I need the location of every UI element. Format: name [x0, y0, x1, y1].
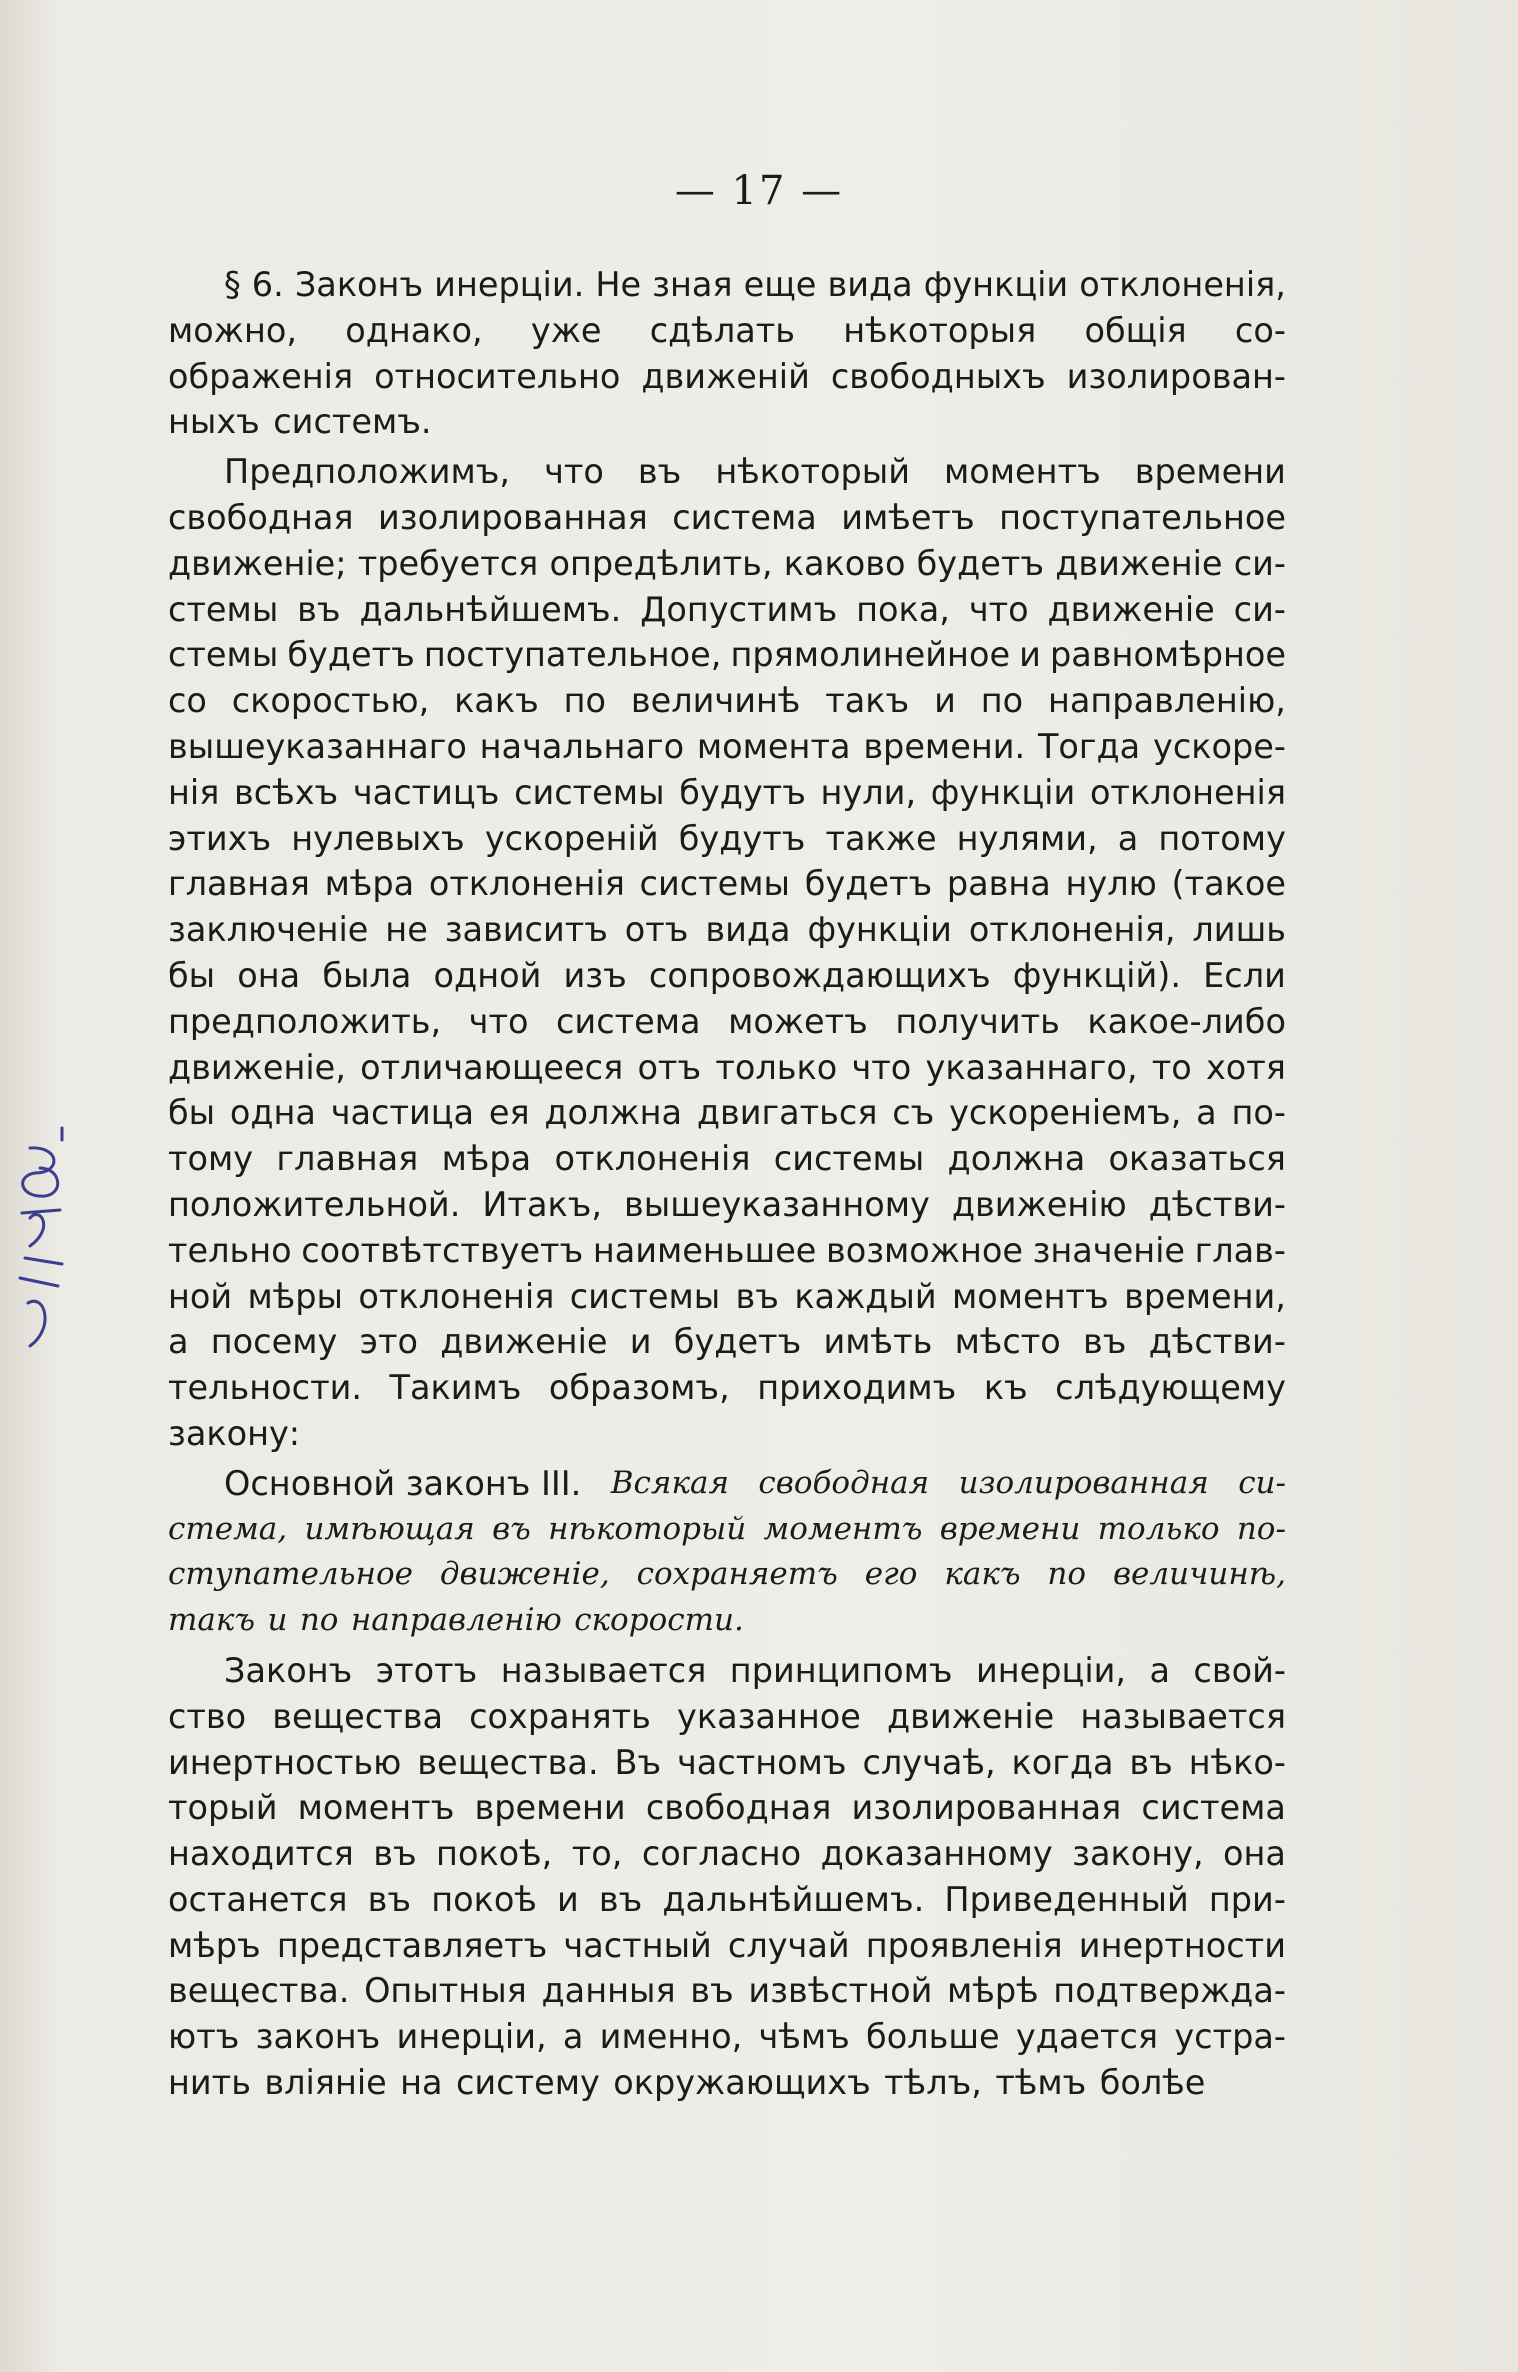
text-line: нія всѣхъ частицъ системы будутъ нули, функціи отклоненія [168, 772, 1286, 812]
text-line: со скоростью, какъ по величинѣ такъ и по направленію, [168, 681, 1286, 721]
law-label: Основной законъ III. [224, 1463, 582, 1503]
text-line: заключеніе не зависитъ отъ вида функціи отклоненія, лишь [168, 910, 1286, 950]
text-line: стемы въ дальнѣйшемъ. Допустимъ пока, что движеніе си- [168, 589, 1286, 629]
text-line: предположить, что система можетъ получить какое-либо [168, 1001, 1286, 1041]
text-line: тому главная мѣра отклоненія системы должна оказаться [168, 1139, 1286, 1179]
text-line: ной мѣры отклоненія системы въ каждый моментъ времени, [168, 1276, 1286, 1316]
paragraph-p1 [168, 262, 1286, 445]
text-line: тельно соотвѣтствуетъ наименьшее возможное значеніе глав- [168, 1230, 1286, 1270]
text-line: ступательное движеніе, сохраняетъ его какъ по величинѣ, [168, 1556, 1286, 1593]
text-line: этихъ нулевыхъ ускореній будутъ также нулями, а потому [168, 818, 1286, 858]
text-line: положительной. Итакъ, вышеуказанному движенію дѣстви- [168, 1184, 1286, 1224]
text-line: § 6. Законъ инерціи. Не зная еще вида функціи отклоненія, [224, 265, 1286, 304]
text-line: можно, однако, уже сдѣлать нѣкоторыя общія со- [168, 310, 1286, 350]
text-line: стемы будетъ поступательное, прямолинейное и равномѣрное [168, 635, 1286, 675]
text-line: торый моментъ времени свободная изолированная система [168, 1788, 1286, 1828]
text-line: главная мѣра отклоненія системы будетъ равна нулю (такое [168, 864, 1286, 904]
text-line: Предположимъ, что въ нѣкоторый моментъ времени [224, 452, 1286, 492]
text-line: такъ и по направленію скорости. [168, 1602, 744, 1639]
paragraph-law [168, 1461, 1286, 1644]
body-text [168, 262, 1286, 2110]
text-line: стема, имѣющая въ нѣкоторый моментъ времени только по- [168, 1510, 1286, 1547]
text-line: тельности. Такимъ образомъ, приходимъ къ слѣдующему [168, 1368, 1286, 1408]
text-line: нить вліяніе на систему окружающихъ тѣлъ, тѣмъ болѣе [168, 2063, 1206, 2103]
text-line: ныхъ системъ. [168, 402, 432, 442]
paragraph-p2 [168, 449, 1286, 1457]
page-number: — 17 — [674, 168, 844, 214]
text-line: движеніе; требуется опредѣлить, каково будетъ движеніе си- [168, 543, 1286, 583]
text-line: Законъ этотъ называется принципомъ инерціи, а свой- [224, 1650, 1286, 1690]
text-line: свободная изолированная система имѣетъ поступательное [168, 497, 1286, 537]
text-line: бы она была одной изъ сопровождающихъ функцій). Если [168, 955, 1286, 995]
text-line: движеніе, отличающееся отъ только что указаннаго, то хотя [168, 1047, 1286, 1087]
text-line: останется въ покоѣ и въ дальнѣйшемъ. Приведенный при- [168, 1879, 1286, 1919]
text-line: мѣръ представляетъ частный случай проявленія инертности [168, 1925, 1286, 1965]
paragraph-p3 [168, 1648, 1286, 2106]
text-line: а посему это движеніе и будетъ имѣть мѣсто въ дѣстви- [168, 1322, 1286, 1362]
text-line: вышеуказаннаго начальнаго момента времени. Тогда ускоре- [168, 726, 1286, 766]
handwritten-margin-note [0, 1118, 80, 1358]
text-line: закону: [168, 1413, 301, 1453]
text-line: находится въ покоѣ, то, согласно доказанному закону, она [168, 1834, 1286, 1874]
text-line: ство вещества сохранять указанное движеніе называется [168, 1696, 1286, 1736]
text-line: инертностью вещества. Въ частномъ случаѣ, когда въ нѣко- [168, 1742, 1286, 1782]
text-line: Основной законъ III. Всякая свободная изолированная си- [168, 1461, 1286, 1507]
text-line: ображенія относительно движеній свободныхъ изолирован- [168, 356, 1286, 396]
text-line: ютъ законъ инерціи, а именно, чѣмъ больше удается устра- [168, 2017, 1286, 2057]
text-line: бы одна частица ея должна двигаться съ ускореніемъ, а по- [168, 1093, 1286, 1133]
text-line: вещества. Опытныя данныя въ извѣстной мѣрѣ подтвержда- [168, 1971, 1286, 2011]
